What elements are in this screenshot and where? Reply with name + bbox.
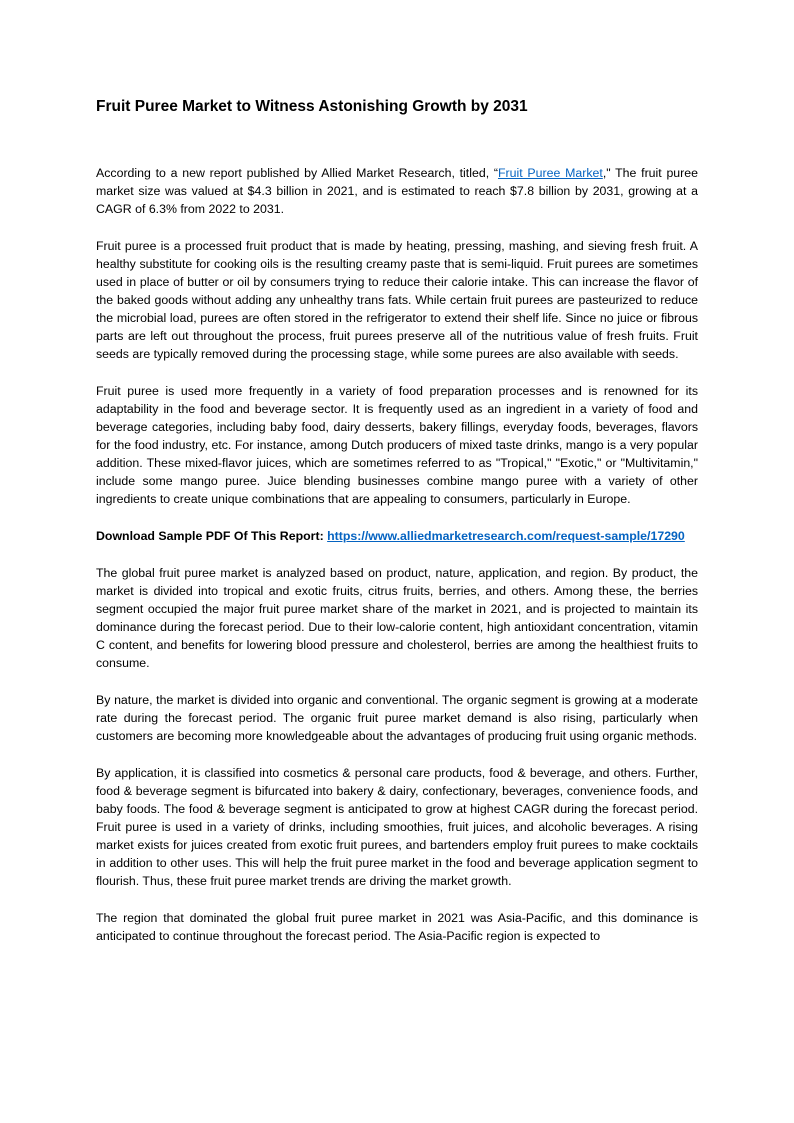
fruit-puree-market-link[interactable]: Fruit Puree Market: [497, 166, 603, 180]
download-sample-link[interactable]: https://www.alliedmarketresearch.com/request-sample/17290: [327, 529, 685, 543]
definition-paragraph: Fruit puree is a processed fruit product that is made by heating, pressing, mashing, and sieving fresh fruit. A healthy substitute for cooking oils is the resulting creamy paste that is semi-liquid. Fruit purees are sometimes used in place of butter or oil by consumers trying to reduce their calorie intake. This can increase the flavor of the baked goods without adding any unhealthy trans fats. While certain fruit purees are pasteurized to reduce the microbial load, purees are often stored in the refrigerator to extend their shelf life. Since no juice or fibrous parts are left out throughout the process, fruit purees preserve all of the nutritious value of fresh fruits. Fruit seeds are typically removed during the processing stage, while some purees are also available with seeds.: [96, 239, 698, 361]
download-sample-paragraph: [96, 527, 698, 545]
intro-text-after-link: ," The fruit puree market size was valued at $4.3 billion in 2021, and is estimated to reach $7.8 billion by 2031, growing at a CAGR of 6.3% from 2022 to 2031.: [96, 166, 699, 216]
intro-text-before-link: According to a new report published by Allied Market Research, titled, “: [96, 166, 498, 180]
application-segment-paragraph: By application, it is classified into cosmetics & personal care products, food & beverage, and others. Further, food & beverage segment is bifurcated into bakery & dairy, confectionary, beverages, convenience foods, and baby foods. The food & beverage segment is anticipated to grow at highest CAGR during the forecast period. Fruit puree is used in a variety of drinks, including smoothies, fruit juices, and alcoholic beverages. A rising market exists for juices created from exotic fruit purees, and bartenders employ fruit purees to make cocktails in addition to other uses. This will help the fruit puree market in the food and beverage application segment to flourish. Thus, these fruit puree market trends are driving the market growth.: [96, 766, 698, 888]
document-page: [96, 97, 698, 945]
product-segment-paragraph: The global fruit puree market is analyzed based on product, nature, application, and region. By product, the market is divided into tropical and exotic fruits, citrus fruits, berries, and others. Among these, the berries segment occupied the major fruit puree market share of the market in 2021, and is projected to maintain its dominance during the forecast period. Due to their low-calorie content, high antioxidant concentration, vitamin C content, and benefits for lowering blood pressure and cholesterol, berries are among the healthiest fruits to consume.: [96, 566, 698, 670]
nature-segment-paragraph: By nature, the market is divided into organic and conventional. The organic segment is growing at a moderate rate during the forecast period. The organic fruit puree market demand is also rising, particularly when customers are becoming more knowledgeable about the advantages of producing fruit using organic methods.: [96, 693, 698, 743]
download-sample-label: Download Sample PDF Of This Report:: [96, 529, 328, 543]
intro-paragraph: [96, 164, 698, 218]
region-paragraph: The region that dominated the global fruit puree market in 2021 was Asia-Pacific, and this dominance is anticipated to continue throughout the forecast period. The Asia-Pacific region is expected to: [96, 911, 698, 943]
usage-paragraph: Fruit puree is used more frequently in a variety of food preparation processes and is renowned for its adaptability in the food and beverage sector. It is frequently used as an ingredient in a variety of food and beverage categories, including baby food, dairy desserts, bakery fillings, everyday foods, beverages, flavors for the food industry, etc. For instance, among Dutch producers of mixed taste drinks, mango is a very popular addition. These mixed-flavor juices, which are sometimes referred to as "Tropical," "Exotic," or "Multivitamin," include some mango puree. Juice blending businesses combine mango puree with a variety of other ingredients to create unique combinations that are appealing to consumers, particularly in Europe.: [96, 384, 698, 506]
document-title: Fruit Puree Market to Witness Astonishing Growth by 2031: [96, 98, 528, 115]
